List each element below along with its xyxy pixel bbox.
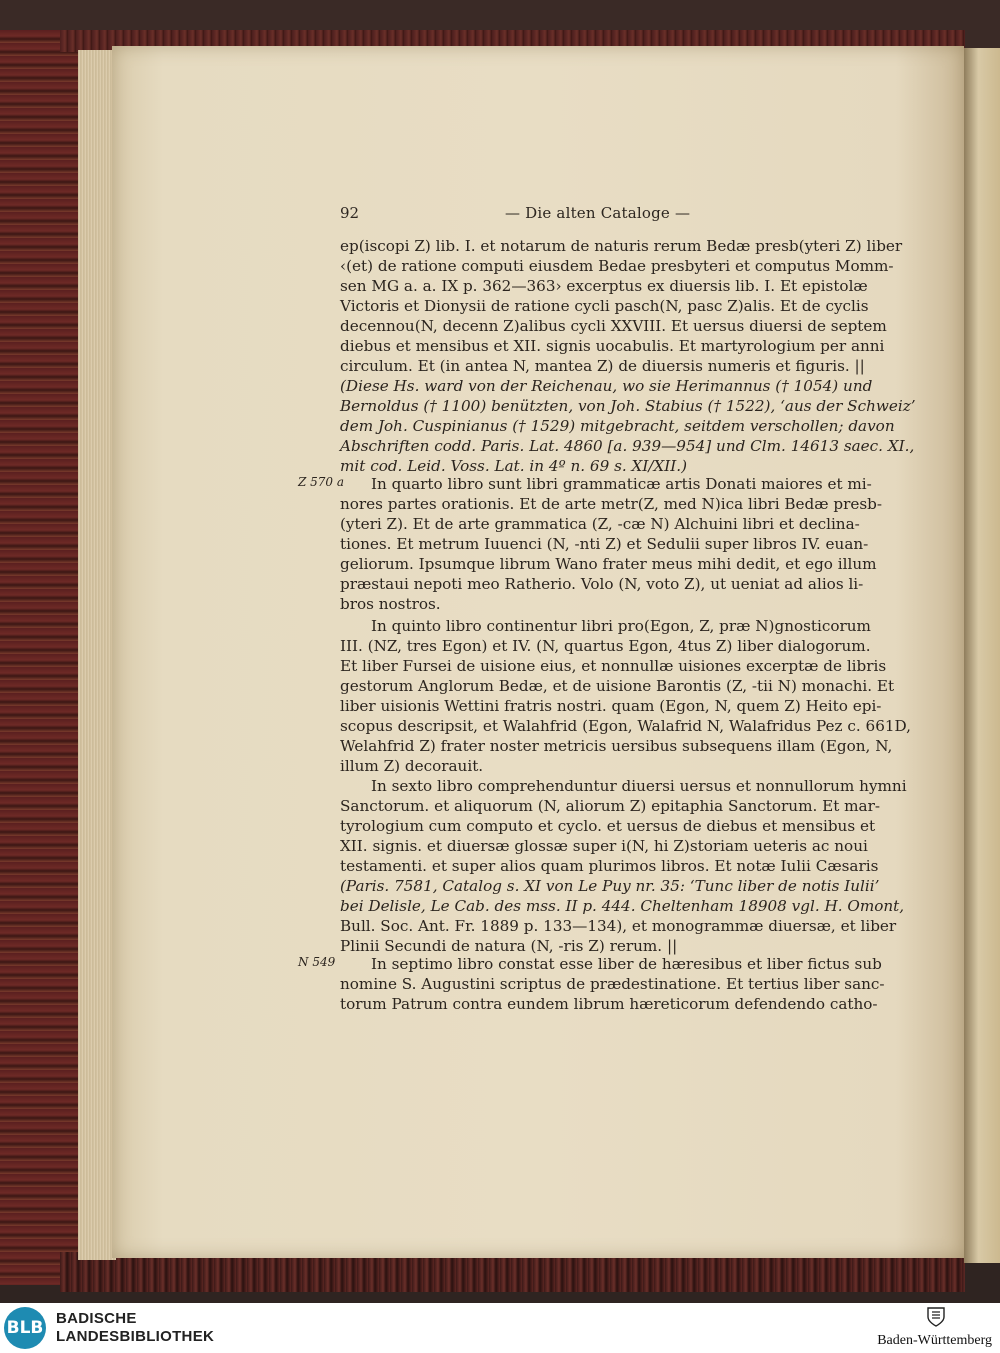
text-line: In quarto libro sunt libri grammaticæ artis Donati maiores et mi- bbox=[371, 475, 872, 493]
text-line: bros nostros. bbox=[340, 595, 441, 613]
text-line: Bull. Soc. Ant. Fr. 1889 p. 133—134), et monogrammæ diuersæ, et liber bbox=[340, 917, 897, 935]
text-line: torum Patrum contra eundem librum hæreticorum defendendo catho- bbox=[340, 995, 878, 1013]
library-name-line1: BADISCHE bbox=[56, 1310, 137, 1327]
text-line: Victoris et Dionysii de ratione cycli pasch(N, pasc Z)alis. Et de cyclis bbox=[340, 297, 869, 315]
text-line: decennou(N, decenn Z)alibus cycli XXVIII. Et uersus diuersi de septem bbox=[340, 317, 887, 335]
library-name-line2: LANDESBIBLIOTHEK bbox=[56, 1328, 215, 1345]
book-binding-left bbox=[0, 30, 85, 1285]
text-line: nores partes orationis. Et de arte metr(Z, med N)ica libri Bedæ presb- bbox=[340, 495, 882, 513]
text-line: Sanctorum. et aliquorum (N, aliorum Z) epitaphia Sanctorum. Et mar- bbox=[340, 797, 881, 815]
page-edges bbox=[78, 50, 116, 1260]
text-line: (yteri Z). Et de arte grammatica (Z, -cæ N) Alchuini libri et declina- bbox=[340, 515, 860, 533]
text-line: nomine S. Augustini scriptus de prædestinatione. Et tertius liber sanc- bbox=[340, 975, 885, 993]
text-line: geliorum. Ipsumque librum Wano frater meus mihi dedit, et ego illum bbox=[340, 555, 877, 573]
text-line: XII. signis. et diuersæ glossæ super i(N, hi Z)storiam ueteris ac noui bbox=[340, 837, 868, 855]
text-line: Et liber Fursei de uisione eius, et nonnullæ uisiones excerptæ de libris bbox=[340, 657, 887, 675]
text-line: In quinto libro continentur libri pro(Egon, Z, præ N)gnosticorum bbox=[371, 617, 871, 635]
text-line: Plinii Secundi de natura (N, -ris Z) rerum. || bbox=[340, 937, 678, 955]
running-title: — Die alten Cataloge — bbox=[505, 204, 691, 222]
text-line: III. (NZ, tres Egon) et IV. (N, quartus Egon, 4tus Z) liber dialogorum. bbox=[340, 637, 871, 655]
book-binding-bottom bbox=[60, 1252, 965, 1292]
page-number: 92 bbox=[340, 204, 360, 222]
text-line: sen MG a. a. IX p. 362—363› excerptus ex diuersis lib. I. Et epistolæ bbox=[340, 277, 868, 295]
text-line: bei Delisle, Le Cab. des mss. II p. 444. Cheltenham 18908 vgl. H. Omont, bbox=[340, 897, 905, 915]
text-line: præstaui nepoti meo Ratherio. Volo (N, voto Z), ut ueniat ad alios li- bbox=[340, 575, 864, 593]
blb-logo[interactable]: BLB bbox=[4, 1307, 46, 1349]
state-name: Baden-Württemberg bbox=[877, 1333, 992, 1348]
text-line: In sexto libro comprehenduntur diuersi uersus et nonnullorum hymni bbox=[371, 777, 907, 795]
text-line: liber uisionis Wettini fratris nostri. quam (Egon, N, quem Z) Heito epi- bbox=[340, 697, 882, 715]
text-line: (Diese Hs. ward von der Reichenau, wo sie Herimannus († 1054) und bbox=[340, 377, 873, 395]
text-line: tiones. Et metrum Iuuenci (N, -nti Z) et Sedulii super libros IV. euan- bbox=[340, 535, 869, 553]
text-line: tyrologium cum computo et cyclo. et uersus de diebus et mensibus et bbox=[340, 817, 876, 835]
text-line: ep(iscopi Z) lib. I. et notarum de naturis rerum Bedæ presb(yteri Z) liber bbox=[340, 237, 903, 255]
text-line: dem Joh. Cuspinianus († 1529) mitgebracht, seitdem verschollen; davon bbox=[340, 417, 895, 435]
text-line: illum Z) decorauit. bbox=[340, 757, 484, 775]
text-line: Bernoldus († 1100) benützten, von Joh. Stabius († 1522), ‘aus der Schweiz’ bbox=[340, 397, 916, 415]
text-line: Abschriften codd. Paris. Lat. 4860 [a. 939—954] und Clm. 14613 saec. XI., bbox=[340, 437, 915, 455]
margin-note: Z 570 a bbox=[298, 475, 345, 489]
text-line: circulum. Et (in antea N, mantea Z) de diuersis numeris et figuris. || bbox=[340, 357, 865, 375]
facing-page-edge bbox=[964, 48, 1000, 1263]
text-line: diebus et mensibus et XII. signis uocabulis. Et martyrologium per anni bbox=[340, 337, 885, 355]
coat-of-arms-icon bbox=[925, 1305, 947, 1327]
text-line: mit cod. Leid. Voss. Lat. in 4º n. 69 s. XI/XII.) bbox=[340, 457, 688, 475]
footer-bar bbox=[0, 1303, 1000, 1353]
text-line: scopus descripsit, et Walahfrid (Egon, Walafrid N, Walafridus Pez c. 661D, bbox=[340, 717, 911, 735]
text-line: Welahfrid Z) frater noster metricis uersibus subsequens illam (Egon, N, bbox=[340, 737, 893, 755]
text-line: testamenti. et super alios quam plurimos libros. Et notæ Iulii Cæsaris bbox=[340, 857, 879, 875]
text-line: (Paris. 7581, Catalog s. XI von Le Puy nr. 35: ‘Tunc liber de notis Iulii’ bbox=[340, 877, 880, 895]
text-line: In septimo libro constat esse liber de hæresibus et liber fictus sub bbox=[371, 955, 882, 973]
text-line: ‹(et) de ratione computi eiusdem Bedae presbyteri et computus Momm- bbox=[340, 257, 894, 275]
text-line: gestorum Anglorum Bedæ, et de uisione Barontis (Z, -tii N) monachi. Et bbox=[340, 677, 895, 695]
margin-note: N 549 bbox=[298, 955, 336, 969]
